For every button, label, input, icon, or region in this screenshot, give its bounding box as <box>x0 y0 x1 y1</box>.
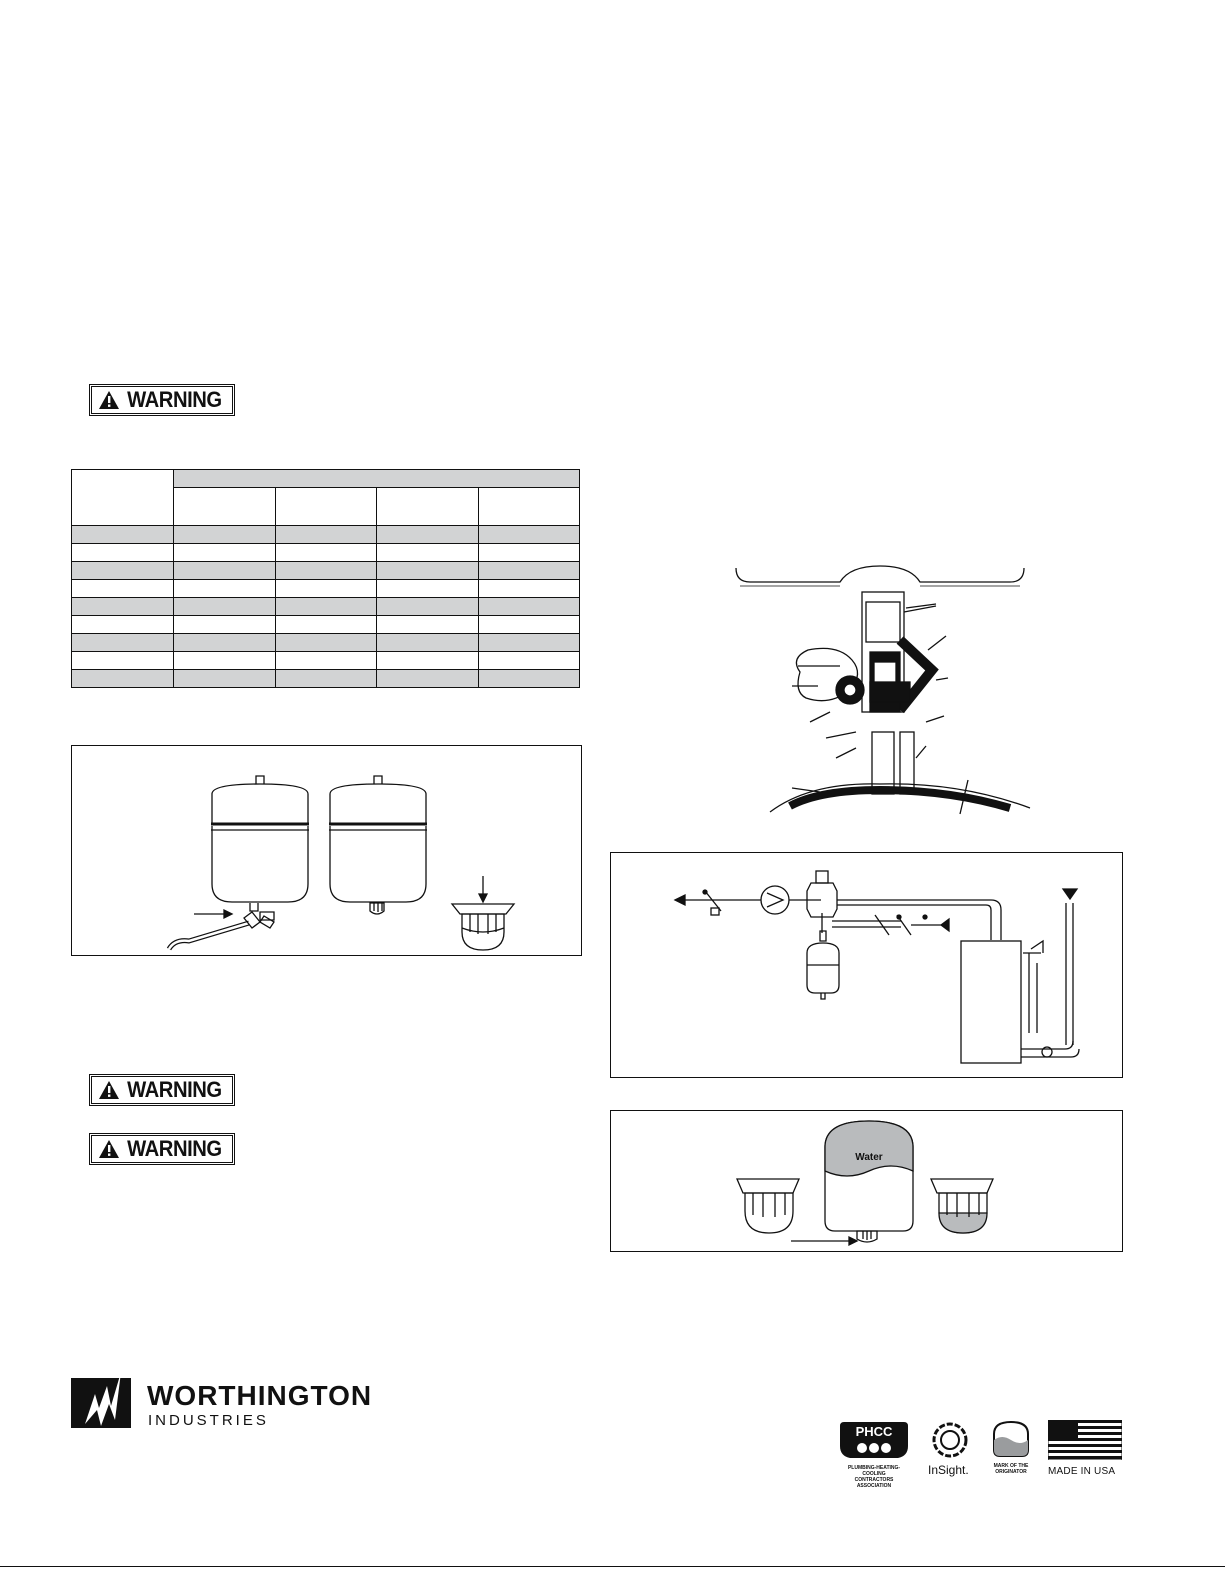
spec-table <box>71 469 580 688</box>
table-row <box>72 562 580 580</box>
figure-tanks <box>71 745 582 956</box>
tanks-illustration <box>72 746 581 955</box>
mark-caption-1: MARK OF THE <box>993 1463 1029 1469</box>
table-row <box>72 634 580 652</box>
table-header-cell <box>174 488 276 526</box>
footer-rule <box>0 1566 1225 1567</box>
water-tank-illustration <box>611 1111 1122 1251</box>
table-row <box>72 526 580 544</box>
phcc-shield-icon <box>838 1420 910 1460</box>
table-header-row <box>72 470 580 488</box>
table-header-cell <box>275 488 377 526</box>
insight-ring-icon <box>928 1420 976 1460</box>
figure-piping-schematic <box>610 852 1123 1078</box>
table-row <box>72 580 580 598</box>
table-header-cell <box>377 488 479 526</box>
table-row <box>72 670 580 688</box>
warning-badge-1 <box>89 384 235 416</box>
made-in-usa-label: MADE IN USA <box>1048 1466 1116 1477</box>
table-row <box>72 652 580 670</box>
insight-badge <box>928 1420 976 1476</box>
phcc-caption-1: PLUMBING-HEATING-COOLING <box>847 1465 901 1477</box>
warning-triangle-icon <box>98 1139 120 1159</box>
figure-water-tank <box>610 1110 1123 1252</box>
water-label: Water <box>855 1152 883 1163</box>
phcc-badge <box>838 1420 910 1489</box>
table-header-cell <box>478 488 580 526</box>
phcc-caption-2: CONTRACTORS ASSOCIATION <box>854 1477 894 1489</box>
originator-tank-icon <box>988 1420 1034 1458</box>
table-corner-cell <box>72 470 174 526</box>
warning-badge-3 <box>89 1133 235 1165</box>
warning-badge-2 <box>89 1074 235 1106</box>
insight-label: InSight. <box>928 1463 969 1477</box>
us-flag-icon <box>1048 1420 1122 1460</box>
made-in-usa-badge <box>1048 1420 1124 1476</box>
brand-name: WORTHINGTON <box>147 1380 373 1411</box>
valve-cutaway-illustration <box>730 562 1040 824</box>
warning-triangle-icon <box>98 390 120 410</box>
warning-label: WARNING <box>127 387 222 412</box>
warning-label: WARNING <box>127 1136 222 1161</box>
worthington-logo <box>71 1370 391 1430</box>
phcc-title: PHCC <box>855 1424 893 1439</box>
table-row <box>72 616 580 634</box>
piping-schematic <box>611 853 1122 1077</box>
originator-badge <box>988 1420 1034 1476</box>
mark-caption-2: ORIGINATOR <box>995 1469 1027 1475</box>
table-group-header <box>174 470 580 488</box>
brand-sub: INDUSTRIES <box>148 1412 269 1429</box>
warning-label: WARNING <box>127 1077 222 1102</box>
table-row <box>72 598 580 616</box>
worthington-w-icon <box>71 1370 131 1430</box>
table-row <box>72 544 580 562</box>
warning-triangle-icon <box>98 1080 120 1100</box>
